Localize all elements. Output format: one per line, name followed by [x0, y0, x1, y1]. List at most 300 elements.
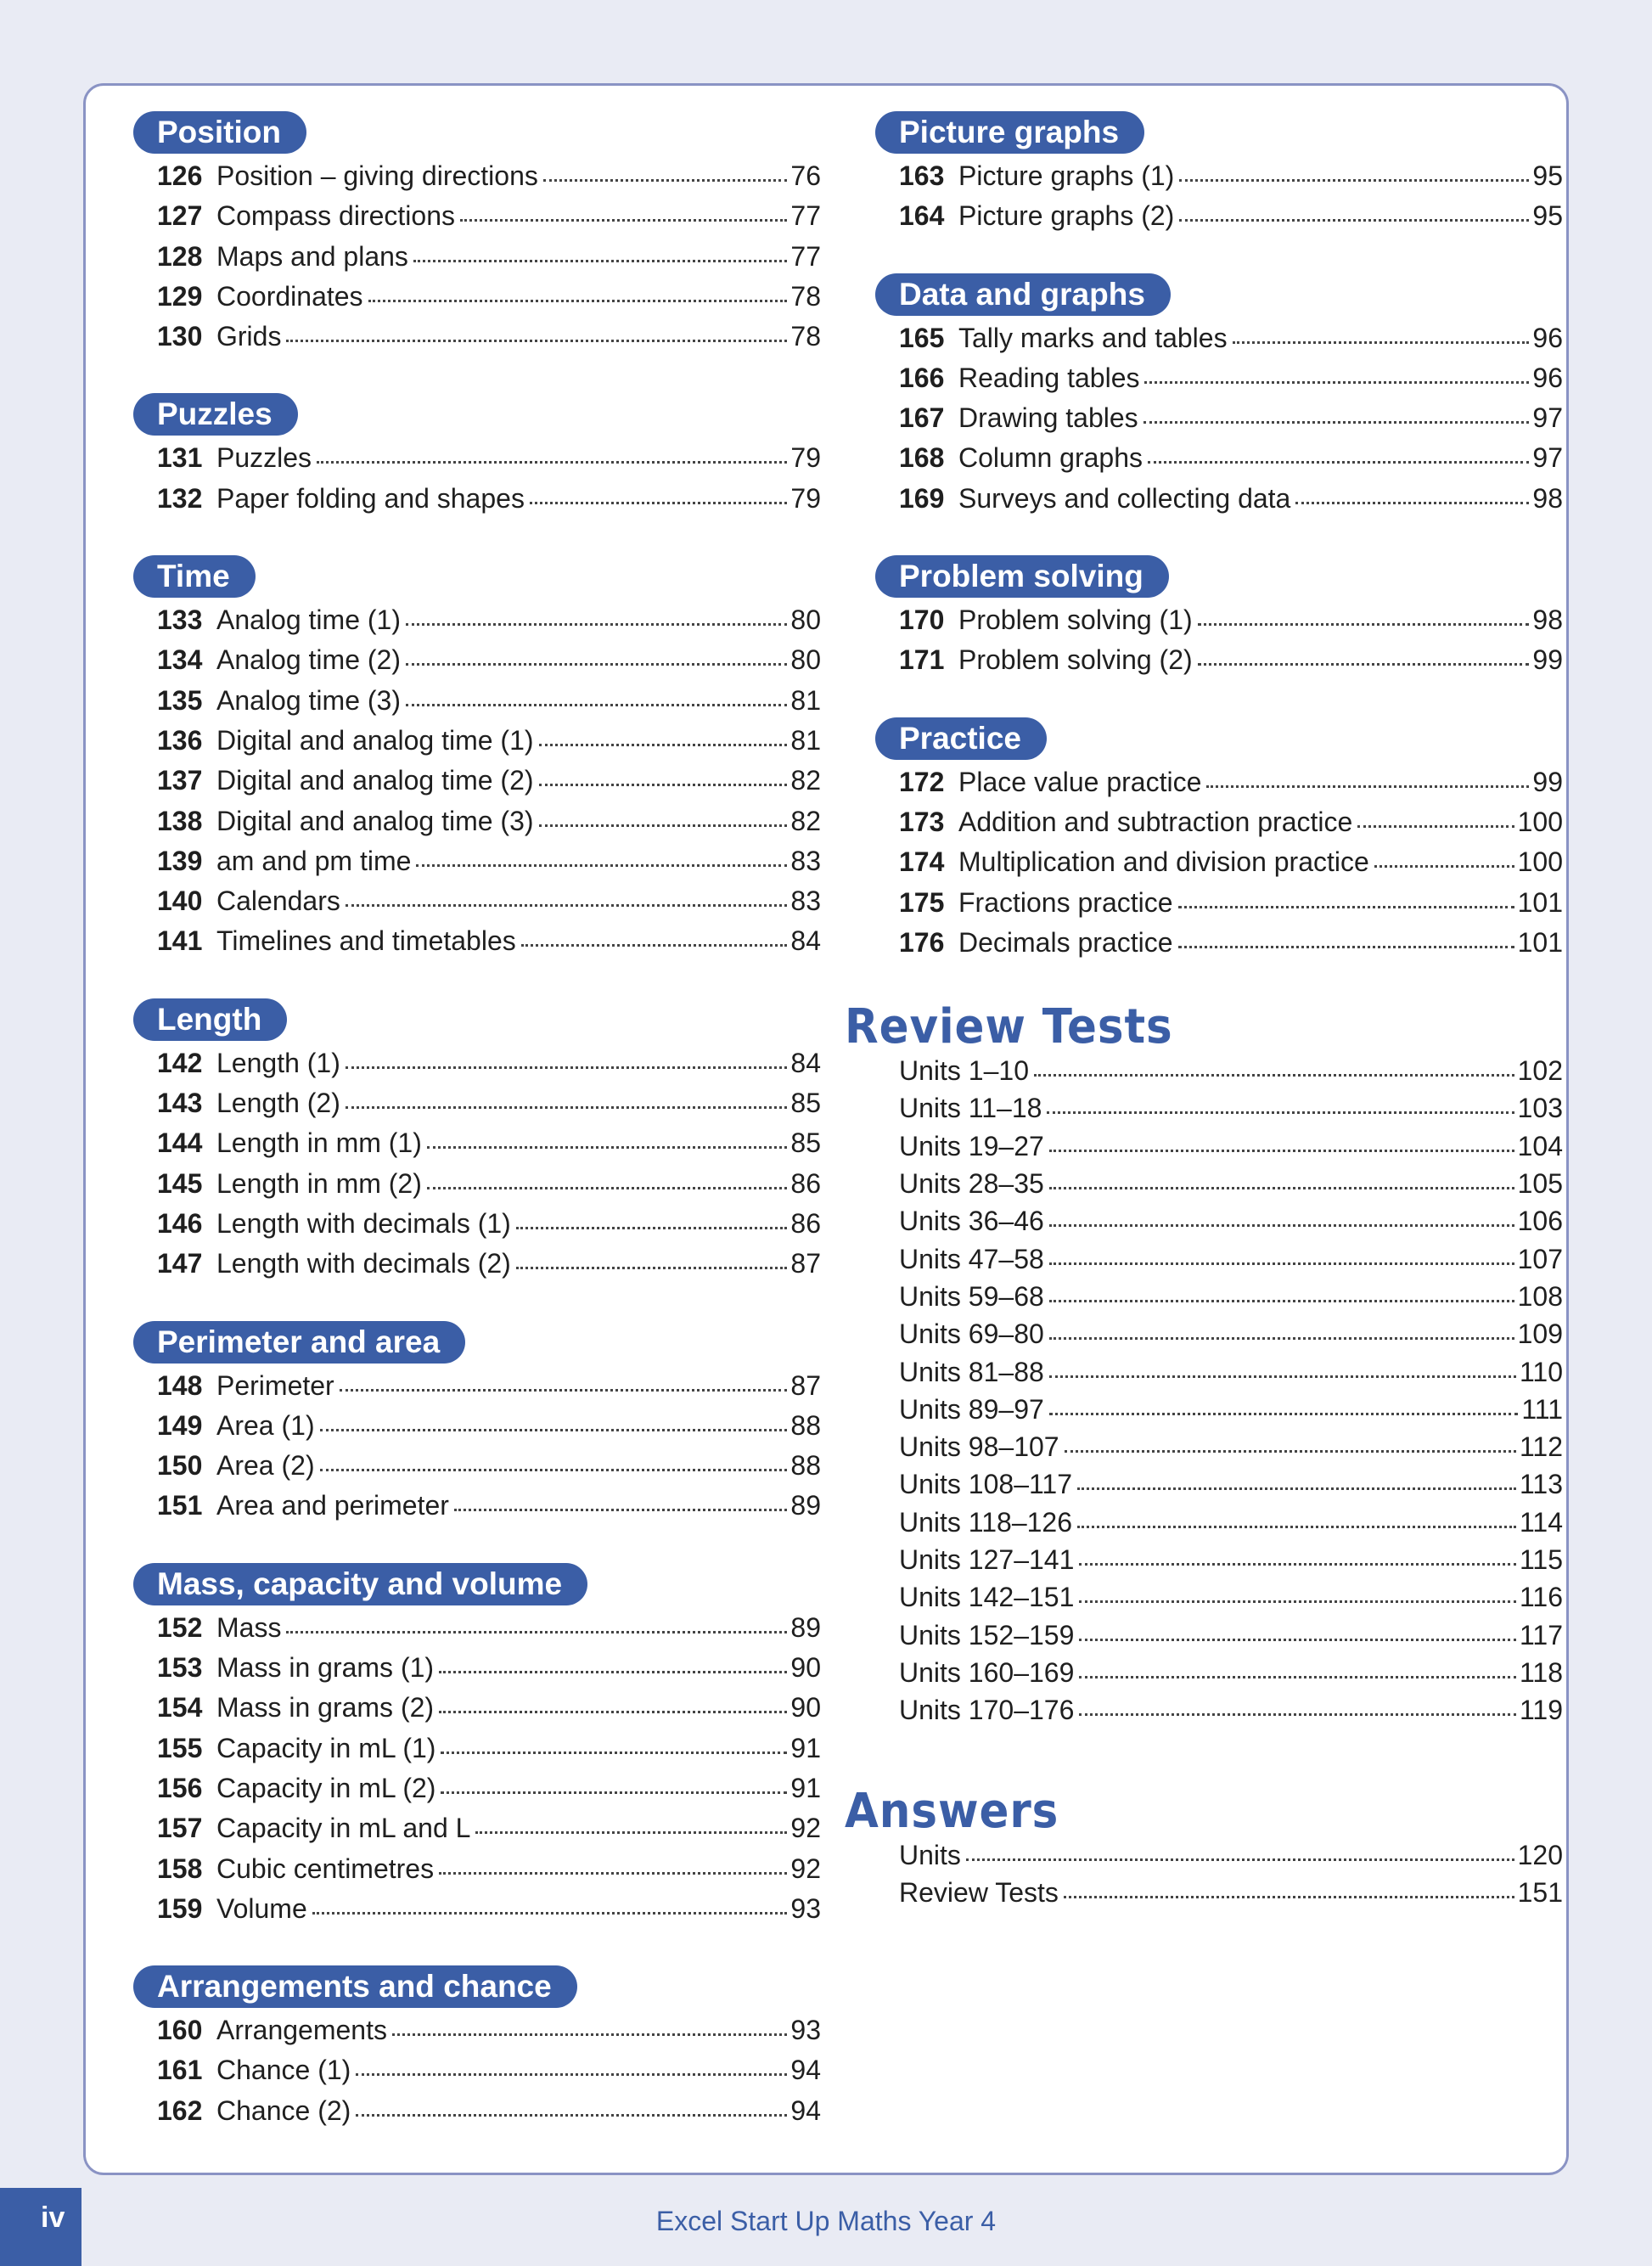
unit-title: Picture graphs (2): [958, 200, 1175, 232]
page-number: 116: [1519, 1582, 1563, 1613]
entry-title: Units 47–58: [899, 1243, 1044, 1274]
dot-leader: [416, 864, 787, 867]
toc-entry[interactable]: [157, 1370, 821, 1410]
unit-number: 149: [157, 1409, 203, 1441]
toc-entry[interactable]: [157, 321, 821, 361]
unit-title: Drawing tables: [958, 402, 1138, 434]
toc-entry[interactable]: [899, 483, 1563, 523]
page-number: 89: [790, 1490, 821, 1521]
toc-entry[interactable]: [157, 1048, 821, 1088]
page-number: 98: [1532, 604, 1563, 636]
dot-leader: [312, 1912, 788, 1915]
page-number: 103: [1517, 1093, 1563, 1124]
unit-title: Mass in grams (1): [216, 1652, 435, 1684]
page-number: 78: [790, 280, 821, 312]
toc-entry[interactable]: [899, 1695, 1563, 1732]
dot-leader: [1357, 825, 1514, 828]
page-number: 98: [1532, 482, 1563, 514]
unit-number: 133: [157, 604, 203, 636]
entry-title: Units 142–151: [899, 1582, 1075, 1613]
page-number: 91: [790, 1772, 821, 1803]
section-entry-list: [875, 323, 1563, 523]
toc-entry[interactable]: [157, 1893, 821, 1933]
section-entry-list: [875, 160, 1563, 241]
toc-entry[interactable]: [899, 604, 1563, 644]
dot-leader: [1049, 1337, 1514, 1340]
unit-title: Column graphs: [958, 442, 1143, 474]
unit-number: 135: [157, 684, 203, 716]
unit-number: 143: [157, 1088, 203, 1119]
toc-entry[interactable]: [157, 1450, 821, 1490]
unit-number: 134: [157, 644, 203, 676]
dot-leader: [406, 704, 787, 706]
page-number: 87: [790, 1369, 821, 1401]
unit-title: Coordinates: [216, 280, 363, 312]
unit-title: Reading tables: [958, 362, 1140, 393]
unit-title: Digital and analog time (1): [216, 724, 534, 756]
unit-title: Problem solving (1): [958, 604, 1193, 636]
unit-number: 139: [157, 845, 203, 876]
dot-leader: [286, 1631, 787, 1633]
contents-right-column: [845, 111, 1622, 1965]
dot-leader: [516, 1267, 788, 1269]
dot-leader: [1178, 906, 1514, 908]
unit-number: 172: [899, 766, 945, 797]
toc-entry[interactable]: [899, 887, 1563, 927]
section-heading: Puzzles: [133, 393, 298, 436]
dot-leader: [530, 502, 787, 504]
unit-title: Length with decimals (1): [216, 1207, 511, 1239]
dot-leader: [1049, 1150, 1514, 1152]
toc-entry[interactable]: [157, 725, 821, 765]
unit-title: Perimeter: [216, 1369, 334, 1401]
toc-entry[interactable]: [157, 886, 821, 925]
entry-title: Units 170–176: [899, 1695, 1075, 1726]
toc-entry[interactable]: [157, 1692, 821, 1732]
entry-title: Units 152–159: [899, 1619, 1075, 1650]
page-number: 112: [1519, 1431, 1563, 1463]
unit-title: Length in mm (2): [216, 1167, 422, 1199]
dot-leader: [1179, 179, 1529, 182]
entry-title: Units 19–27: [899, 1130, 1044, 1161]
dot-leader: [1295, 502, 1529, 504]
toc-entry[interactable]: [899, 1394, 1563, 1431]
dot-leader: [346, 1106, 788, 1109]
page-number: 101: [1517, 886, 1563, 918]
entry-title: Units 160–169: [899, 1656, 1075, 1688]
entry-title: Units 28–35: [899, 1168, 1044, 1200]
unit-title: Area and perimeter: [216, 1490, 449, 1521]
contents-section: [133, 555, 880, 966]
unit-title: am and pm time: [216, 845, 412, 876]
unit-number: 173: [899, 806, 945, 837]
page-number: 89: [790, 1611, 821, 1643]
page-number: 96: [1532, 322, 1563, 353]
unit-number: 148: [157, 1369, 203, 1401]
page-number: 119: [1519, 1695, 1563, 1726]
toc-entry[interactable]: [157, 1208, 821, 1248]
entry-title: Units 89–97: [899, 1393, 1044, 1425]
page-number: 83: [790, 845, 821, 876]
unit-number: 167: [899, 402, 945, 434]
page-number: 104: [1517, 1130, 1563, 1161]
page-number-tab: iv: [0, 2188, 81, 2266]
unit-title: Analog time (2): [216, 644, 401, 676]
dot-leader: [368, 300, 788, 302]
entry-title: Units 1–10: [899, 1055, 1029, 1087]
toc-entry[interactable]: [157, 644, 821, 684]
toc-entry[interactable]: [899, 1840, 1563, 1877]
toc-entry[interactable]: [157, 241, 821, 281]
toc-entry[interactable]: [157, 2095, 821, 2135]
dot-leader: [1064, 1896, 1514, 1898]
toc-entry[interactable]: [899, 1093, 1563, 1130]
dot-leader: [439, 1671, 787, 1673]
toc-entry[interactable]: [899, 1877, 1563, 1915]
entry-title: Units 69–80: [899, 1319, 1044, 1350]
dot-leader: [406, 663, 787, 666]
unit-title: Puzzles: [216, 442, 312, 474]
dot-leader: [966, 1858, 1514, 1861]
dot-leader: [1079, 1676, 1516, 1678]
unit-number: 142: [157, 1047, 203, 1078]
page-number: 86: [790, 1207, 821, 1239]
unit-number: 132: [157, 482, 203, 514]
dot-leader: [439, 1872, 787, 1875]
toc-entry[interactable]: [899, 1055, 1563, 1093]
unit-number: 168: [899, 442, 945, 474]
dot-leader: [356, 2073, 787, 2076]
unit-title: Length (1): [216, 1047, 340, 1078]
unit-title: Length (2): [216, 1088, 340, 1119]
unit-number: 157: [157, 1813, 203, 1844]
toc-entry[interactable]: [157, 442, 821, 482]
unit-title: Chance (2): [216, 2095, 351, 2126]
unit-number: 147: [157, 1248, 203, 1279]
toc-entry[interactable]: [899, 323, 1563, 363]
unit-title: Volume: [216, 1892, 307, 1924]
page-number: 100: [1517, 846, 1563, 878]
section-heading: Mass, capacity and volume: [133, 1563, 587, 1605]
page-number: 114: [1519, 1506, 1563, 1538]
toc-entry[interactable]: [157, 1733, 821, 1773]
contents-section: [875, 717, 1622, 967]
page-number: 117: [1519, 1619, 1563, 1650]
toc-entry[interactable]: [157, 160, 821, 200]
contents-section: [133, 998, 880, 1289]
dot-leader: [1049, 1224, 1514, 1227]
unit-number: 145: [157, 1167, 203, 1199]
toc-entry[interactable]: [899, 927, 1563, 967]
page-number: 105: [1517, 1168, 1563, 1200]
page-number: 97: [1532, 442, 1563, 474]
dot-leader: [1049, 1375, 1516, 1378]
section-entry-list: [875, 604, 1563, 685]
toc-entry[interactable]: [157, 846, 821, 886]
dot-leader: [1079, 1563, 1516, 1566]
dot-leader: [1065, 1450, 1516, 1453]
unit-title: Grids: [216, 321, 282, 352]
page-number: 99: [1532, 766, 1563, 797]
toc-entry[interactable]: [899, 200, 1563, 240]
toc-entry[interactable]: [157, 1652, 821, 1692]
unit-number: 137: [157, 765, 203, 796]
unit-number: 176: [899, 926, 945, 958]
page-number: 77: [790, 200, 821, 232]
unit-title: Place value practice: [958, 766, 1202, 797]
toc-entry[interactable]: [899, 807, 1563, 846]
toc-entry[interactable]: [899, 1206, 1563, 1243]
page-number: 109: [1517, 1319, 1563, 1350]
dot-leader: [1079, 1713, 1516, 1716]
unit-number: 131: [157, 442, 203, 474]
toc-entry[interactable]: [157, 1127, 821, 1167]
page-number: 95: [1532, 160, 1563, 191]
dot-leader: [543, 179, 788, 182]
contents-section: [875, 111, 1622, 241]
toc-entry[interactable]: [899, 1168, 1563, 1206]
toc-entry[interactable]: [899, 442, 1563, 482]
toc-entry[interactable]: [899, 1357, 1563, 1394]
toc-entry[interactable]: [157, 1490, 821, 1530]
page-number: 76: [790, 160, 821, 191]
dot-leader: [539, 744, 788, 746]
unit-number: 158: [157, 1853, 203, 1884]
toc-entry[interactable]: [899, 1582, 1563, 1619]
section-entry-list: [133, 1370, 821, 1531]
unit-title: Tally marks and tables: [958, 322, 1228, 353]
page-number: 107: [1517, 1243, 1563, 1274]
toc-entry[interactable]: [899, 1620, 1563, 1657]
unit-number: 129: [157, 280, 203, 312]
dot-leader: [1079, 1600, 1516, 1603]
contents-section: [875, 555, 1622, 685]
page-number: 90: [790, 1692, 821, 1723]
page-number: 79: [790, 442, 821, 474]
dot-leader: [539, 824, 788, 827]
unit-title: Cubic centimetres: [216, 1853, 435, 1884]
page-number: 95: [1532, 200, 1563, 232]
dot-leader: [413, 260, 787, 262]
dot-leader: [516, 1227, 788, 1229]
toc-entry[interactable]: [157, 483, 821, 523]
dot-leader: [1077, 1487, 1516, 1490]
section-entry-list: [133, 160, 821, 361]
dot-leader: [392, 2033, 787, 2036]
toc-entry[interactable]: [899, 1319, 1563, 1356]
toc-entry[interactable]: [899, 1544, 1563, 1582]
page-number: 100: [1517, 806, 1563, 837]
section-heading: Data and graphs: [875, 273, 1171, 316]
toc-entry[interactable]: [157, 765, 821, 805]
unit-title: Compass directions: [216, 200, 455, 232]
page-number: 77: [790, 240, 821, 272]
toc-entry[interactable]: [899, 1244, 1563, 1281]
dot-leader: [521, 944, 788, 947]
unit-title: Analog time (1): [216, 604, 401, 636]
dot-leader: [1374, 865, 1514, 868]
toc-entry[interactable]: [157, 2015, 821, 2055]
unit-title: Paper folding and shapes: [216, 482, 525, 514]
page-number: 113: [1519, 1469, 1563, 1500]
unit-title: Length with decimals (2): [216, 1248, 511, 1279]
toc-entry[interactable]: [899, 1281, 1563, 1319]
toc-entry[interactable]: [157, 1773, 821, 1813]
dot-leader: [320, 1469, 788, 1471]
toc-entry[interactable]: [157, 281, 821, 321]
section-heading: Position: [133, 111, 306, 154]
entry-title: Units: [899, 1839, 961, 1870]
section-heading: Length: [133, 998, 287, 1041]
dot-leader: [286, 340, 787, 342]
unit-number: 130: [157, 321, 203, 352]
unit-number: 146: [157, 1207, 203, 1239]
page-number: 81: [790, 684, 821, 716]
unit-number: 175: [899, 886, 945, 918]
unit-title: Maps and plans: [216, 240, 408, 272]
unit-number: 156: [157, 1772, 203, 1803]
unit-title: Decimals practice: [958, 926, 1173, 958]
dot-leader: [320, 1429, 788, 1431]
section-heading: Perimeter and area: [133, 1321, 465, 1364]
dot-leader: [1178, 946, 1514, 948]
dot-leader: [346, 1066, 788, 1069]
dot-leader: [427, 1146, 788, 1149]
page-number: 108: [1517, 1280, 1563, 1312]
answers-heading: Answers: [845, 1783, 1059, 1839]
unit-number: 151: [157, 1490, 203, 1521]
unit-title: Timelines and timetables: [216, 925, 516, 957]
dot-leader: [1179, 219, 1529, 222]
unit-title: Analog time (3): [216, 684, 401, 716]
toc-entry[interactable]: [157, 1853, 821, 1893]
toc-entry[interactable]: [157, 1248, 821, 1288]
section-entry-list: [133, 1048, 821, 1289]
toc-entry[interactable]: [157, 925, 821, 965]
page-number: 93: [790, 1892, 821, 1924]
section-heading: Problem solving: [875, 555, 1169, 598]
unit-title: Multiplication and division practice: [958, 846, 1369, 878]
page-number: 91: [790, 1732, 821, 1763]
toc-entry[interactable]: [899, 1469, 1563, 1506]
entry-title: Units 118–126: [899, 1506, 1072, 1538]
unit-number: 169: [899, 482, 945, 514]
dot-leader: [317, 461, 787, 464]
toc-entry[interactable]: [157, 200, 821, 240]
page-number: 99: [1532, 644, 1563, 676]
answers-list: [875, 1840, 1563, 1915]
page-number: 90: [790, 1652, 821, 1684]
unit-number: 163: [899, 160, 945, 191]
section-entry-list: [875, 767, 1563, 967]
unit-number: 159: [157, 1892, 203, 1924]
unit-title: Fractions practice: [958, 886, 1173, 918]
unit-number: 165: [899, 322, 945, 353]
dot-leader: [1148, 461, 1529, 464]
toc-entry[interactable]: [157, 2055, 821, 2095]
review-tests-heading: Review Tests: [845, 999, 1173, 1055]
unit-title: Surveys and collecting data: [958, 482, 1291, 514]
page-number: 115: [1519, 1544, 1563, 1576]
page-number: 102: [1517, 1055, 1563, 1087]
toc-entry[interactable]: [899, 1431, 1563, 1469]
toc-entry[interactable]: [157, 685, 821, 725]
unit-title: Area (2): [216, 1450, 315, 1482]
contents-left-column: [133, 111, 880, 2168]
unit-number: 140: [157, 886, 203, 917]
toc-entry[interactable]: [899, 160, 1563, 200]
dot-leader: [439, 1711, 787, 1713]
toc-entry[interactable]: [899, 1507, 1563, 1544]
toc-entry[interactable]: [899, 1131, 1563, 1168]
unit-number: 138: [157, 805, 203, 836]
toc-entry[interactable]: [899, 767, 1563, 807]
entry-title: Units 59–68: [899, 1280, 1044, 1312]
toc-entry[interactable]: [899, 846, 1563, 886]
toc-entry[interactable]: [899, 1657, 1563, 1695]
contents-panel: [83, 83, 1569, 2175]
section-heading: Time: [133, 555, 256, 598]
page-number: 101: [1517, 926, 1563, 958]
unit-number: 154: [157, 1692, 203, 1723]
contents-section: [133, 1563, 880, 1933]
toc-entry[interactable]: [157, 1813, 821, 1853]
dot-leader: [406, 623, 787, 626]
toc-entry[interactable]: [899, 644, 1563, 684]
unit-number: 164: [899, 200, 945, 232]
toc-entry[interactable]: [157, 1168, 821, 1208]
toc-entry[interactable]: [157, 806, 821, 846]
page-number: 80: [790, 644, 821, 676]
unit-number: 160: [157, 2015, 203, 2046]
toc-entry[interactable]: [157, 1088, 821, 1127]
page-number: 118: [1519, 1656, 1563, 1688]
unit-number: 136: [157, 724, 203, 756]
page-number: 81: [790, 724, 821, 756]
unit-title: Length in mm (1): [216, 1127, 422, 1159]
unit-number: 174: [899, 846, 945, 878]
entry-title: Units 108–117: [899, 1469, 1072, 1500]
unit-title: Area (1): [216, 1409, 315, 1441]
page-number: 82: [790, 765, 821, 796]
unit-number: 128: [157, 240, 203, 272]
toc-entry[interactable]: [899, 363, 1563, 402]
page-number: 82: [790, 805, 821, 836]
page-number: 93: [790, 2015, 821, 2046]
section-heading: Practice: [875, 717, 1047, 760]
contents-section: [133, 1965, 880, 2135]
toc-entry[interactable]: [157, 1612, 821, 1652]
page-number: 120: [1517, 1839, 1563, 1870]
toc-entry[interactable]: [157, 604, 821, 644]
dot-leader: [1034, 1074, 1514, 1077]
contents-section: [133, 1321, 880, 1531]
dot-leader: [1047, 1111, 1514, 1114]
dot-leader: [427, 1187, 788, 1189]
toc-entry[interactable]: [899, 402, 1563, 442]
dot-leader: [441, 1752, 787, 1754]
toc-entry[interactable]: [157, 1410, 821, 1450]
unit-title: Addition and subtraction practice: [958, 806, 1353, 837]
dot-leader: [1206, 785, 1529, 788]
unit-title: Calendars: [216, 886, 340, 917]
dot-leader: [441, 1791, 787, 1794]
page-number: 151: [1517, 1876, 1563, 1908]
section-entry-list: [133, 1612, 821, 1933]
dot-leader: [1233, 341, 1530, 344]
unit-title: Capacity in mL (1): [216, 1732, 436, 1763]
page-number: 86: [790, 1167, 821, 1199]
